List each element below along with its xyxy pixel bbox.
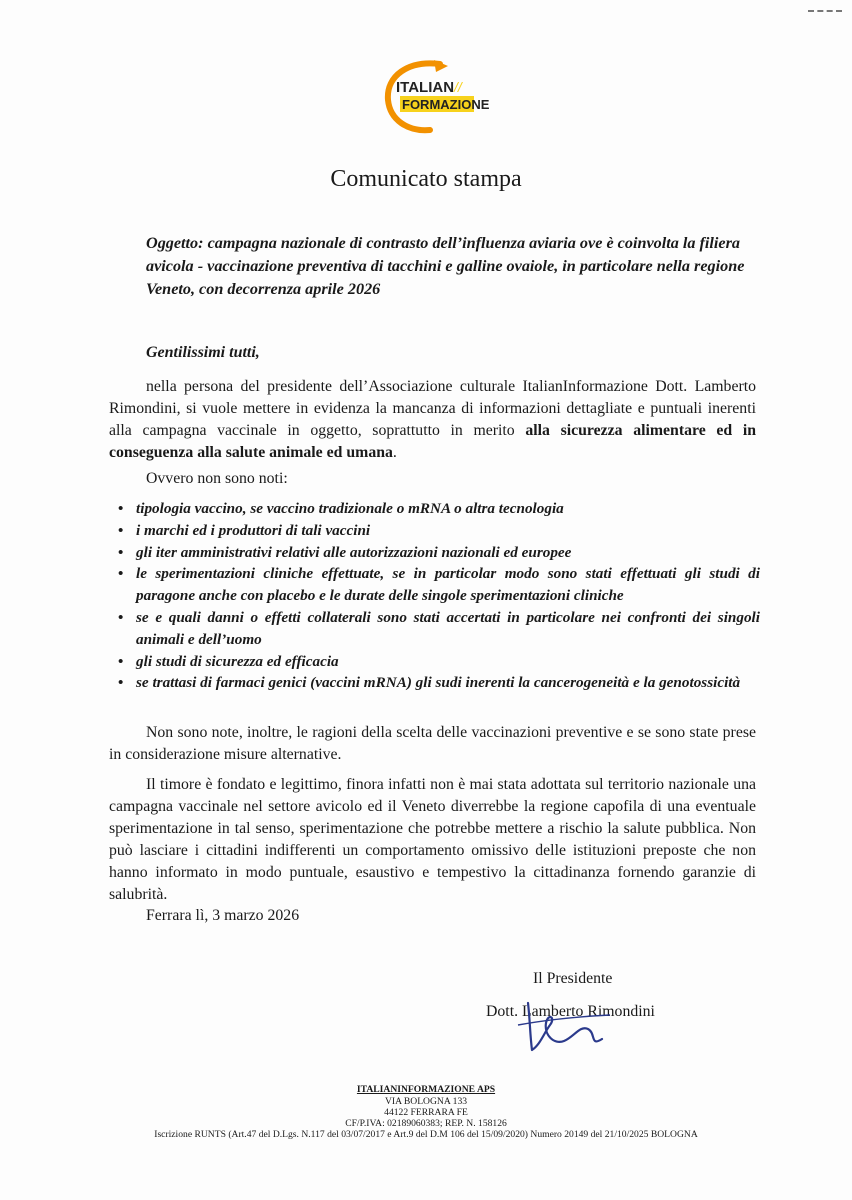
page-title: Comunicato stampa (330, 166, 522, 192)
list-item: • gli iter amministrativi relativi alle autorizzazioni nazionali ed europee (110, 542, 760, 564)
scan-corner-mark (808, 10, 842, 15)
list-item: • se trattasi di farmaci genici (vaccini mRNA) gli sudi inerenti la cancerogeneità e la genotossicità (110, 672, 760, 694)
alternatives-paragraph: Non sono note, inoltre, le ragioni della scelta delle vaccinazioni preventive e se sono state prese in considerazione misure alternative. (109, 724, 756, 763)
intro-bold: alla sicurezza alimentare ed in conseguenza alla salute animale ed umana (109, 422, 756, 461)
list-item: • se e quali danni o effetti collaterali sono stati accertati in particolare nei confronti dei singoli animali e dell’uomo (110, 607, 760, 651)
footer-city: 44122 FERRARA FE (384, 1107, 468, 1118)
intro-end: . (392, 444, 397, 461)
handwritten-signature (510, 995, 620, 1055)
footer-org: ITALIANINFORMAZIONE APS (356, 1084, 496, 1095)
unknowns-list (110, 498, 760, 694)
list-item: • le sperimentazioni cliniche effettuate, se in particolar modo sono stati effettuati gli studi di paragone anche con placebo e le durate delle singole sperimentazioni cliniche (110, 563, 760, 607)
intro-paragraph (109, 376, 756, 464)
signature-name: Dott. Lamberto Rimondini (486, 1003, 655, 1020)
intro-text: nella persona del presidente dell’Associazione culturale ItalianInformazione Dott. Lamberto Rimondini, si vuole mettere in evidenza la mancanza di informazioni dettagliate e puntuali inerenti alla campagna vaccinale in oggetto, soprattutto in merito (109, 378, 756, 439)
svg-text:ITALIAN: ITALIAN (396, 79, 455, 96)
list-item: • i marchi ed i produttori di tali vaccini (110, 520, 760, 542)
footer-address: VIA BOLOGNA 133 (384, 1096, 468, 1107)
list-item: • gli studi di sicurezza ed efficacia (110, 651, 760, 673)
italianinformazione-logo (378, 58, 490, 138)
footer-registration: Iscrizione RUNTS (Art.47 del D.Lgs. N.117 del 03/07/2017 e Art.9 del D.M 106 del 15/09/2020) Numero 20149 del 21/10/2025 BOLOGNA (154, 1129, 698, 1140)
svg-text:FORMAZIONE: FORMAZIONE (402, 97, 490, 112)
footer-fiscal: CF/P.IVA: 02189060383; REP. N. 158126 (345, 1118, 507, 1129)
place-date: Ferrara lì, 3 marzo 2026 (146, 907, 300, 924)
svg-text://: // (454, 79, 462, 95)
concern-paragraph: Il timore è fondato e legittimo, finora infatti non è mai stata adottata sul territorio nazionale una campagna vaccinale nel settore avicolo ed il Veneto diverrebbe la regione capofila di una eventuale sperimentazione in tal senso, sperimentazione che potrebbe mettere a rischio la salute pubblica. Non può lasciare i cittadini indifferenti un comportamento omissivo delle istituzioni preposte che non hanno informato in modo puntuale, esaustivo e tempestivo la cittadinanza fornendo garanzie di salubrità. (109, 776, 756, 903)
subject-line: Oggetto: campagna nazionale di contrasto dell’influenza aviaria ove è coinvolta la filiera avicola - vaccinazione preventiva di tacchini e galline ovaiole, in particolare nella regione Veneto, con decorrenza aprile 2026 (146, 234, 745, 298)
signature-role: Il Presidente (533, 970, 613, 987)
greeting: Gentilissimi tutti, (146, 344, 260, 361)
ovvero-line: Ovvero non sono noti: (146, 470, 288, 487)
list-item: • tipologia vaccino, se vaccino tradizionale o mRNA o altra tecnologia (110, 498, 760, 520)
